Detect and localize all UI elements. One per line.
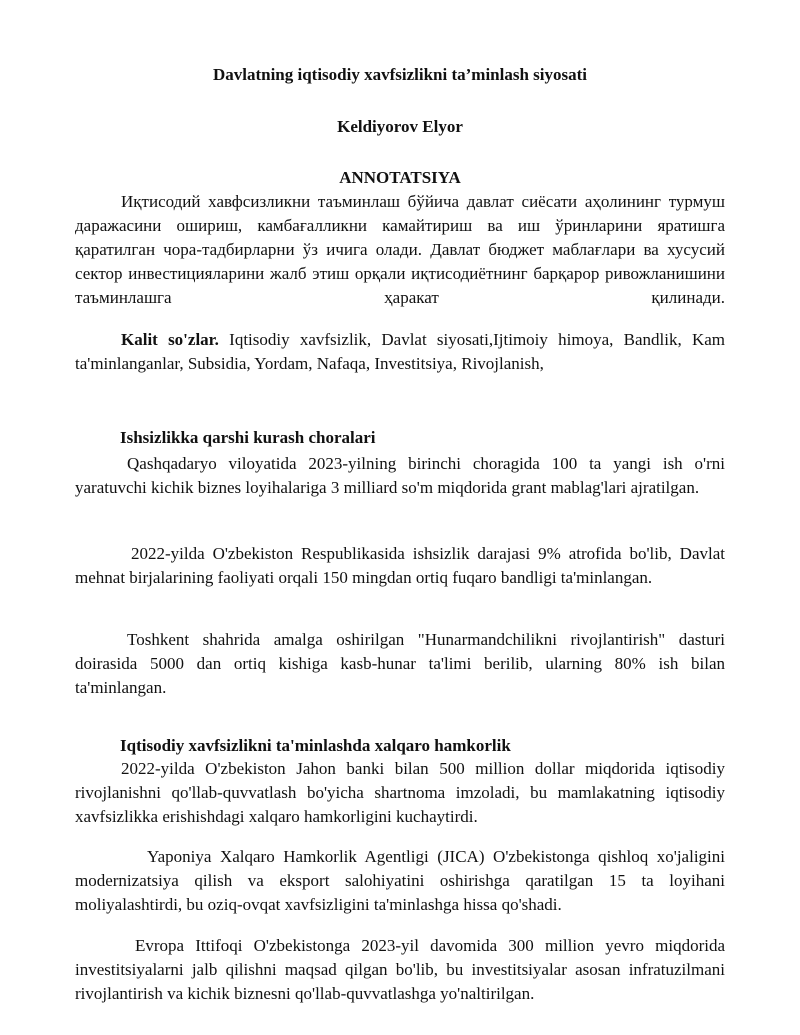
- keywords-text: Iqtisodiy xavfsizlik, Davlat siyosati,Ijtimoiy himoya, Bandlik, Kam ta'minlanganlar, Subsidia, Yordam, Nafaqa, Investitsiya, Rivojlanish,: [75, 330, 725, 373]
- section1-paragraph-3: [75, 628, 725, 700]
- section1-paragraph-1: [75, 452, 725, 500]
- paragraph-text: 2022-yilda O'zbekiston Respublikasida ishsizlik darajasi 9% atrofida bo'lib, Davlat mehnat birjalarining faoliyati orqali 150 mingdan ortiq fuqaro bandligi ta'minlangan.: [75, 544, 725, 587]
- paragraph-text: Toshkent shahrida amalga oshirilgan "Hunarmandchilikni rivojlantirish" dasturi doirasida 5000 dan ortiq kishiga kasb-hunar ta'limi berilib, ularning 80% ish bilan ta'minlangan.: [75, 630, 725, 697]
- keywords-label: Kalit so'zlar.: [121, 330, 219, 349]
- annotation-text: Иқтисодий хавфсизликни таъминлаш бўйича давлат сиёсати аҳолининг турмуш даражасини ошириш, камбағалликни камайтириш ва иш ўринларини яратишга қаратилган чора-тадбирларни ўз ичига олади. Давлат бюджет маблағлари ва хусусий сектор инвестицияларини жалб этиш орқали иқтисодиётнинг барқарор ривожланишини таъминлашга ҳаракат қилинади.: [75, 192, 725, 307]
- paragraph-text: 2022-yilda O'zbekiston Jahon banki bilan 500 million dollar miqdorida iqtisodiy rivojlanishni qo'llab-quvvatlash bo'yicha shartnoma imzoladi, bu mamlakatning iqtisodiy xavfsizlikka erishishdagi xalqaro hamkorligini kuchaytirdi.: [75, 759, 725, 826]
- document-title: Davlatning iqtisodiy xavfsizlikni ta’minlash siyosati: [212, 65, 588, 84]
- annotation-heading: ANNOTATSIYA: [339, 168, 461, 187]
- section1-paragraph-2: [75, 542, 725, 590]
- annotation-paragraph: [75, 190, 725, 310]
- paragraph-text: Qashqadaryo viloyatida 2023-yilning birinchi choragida 100 ta yangi ish o'rni yaratuvchi kichik biznes loyihalariga 3 milliard so'm miqdorida grant mablag'lari ajratilgan.: [75, 454, 725, 497]
- section-heading-unemployment: Ishsizlikka qarshi kurash choralari: [120, 428, 376, 447]
- keywords-paragraph: [75, 328, 725, 376]
- section2-paragraph-2: [75, 845, 725, 917]
- author-name: Keldiyorov Elyor: [337, 117, 463, 136]
- section-heading-international-cooperation: Iqtisodiy xavfsizlikni ta'minlashda xalqaro hamkorlik: [120, 736, 511, 755]
- paragraph-text: Yaponiya Xalqaro Hamkorlik Agentligi (JICA) O'zbekistonga qishloq xo'jaligini modernizatsiya qilish va eksport salohiyatini oshirishga qaratilgan 15 ta loyihani moliyalashtirdi, bu oziq-ovqat xavfsizligini ta'minlashga hissa qo'shadi.: [75, 847, 725, 914]
- section2-paragraph-3: [75, 934, 725, 1006]
- section2-paragraph-1: [75, 757, 725, 829]
- paragraph-text: Evropa Ittifoqi O'zbekistonga 2023-yil davomida 300 million yevro miqdorida investitsiyalarni jalb qilishni maqsad qilgan bo'lib, bu investitsiyalar asosan infratuzilmani rivojlantirish va kichik biznesni qo'llab-quvvatlashga yo'naltirilgan.: [75, 936, 725, 1003]
